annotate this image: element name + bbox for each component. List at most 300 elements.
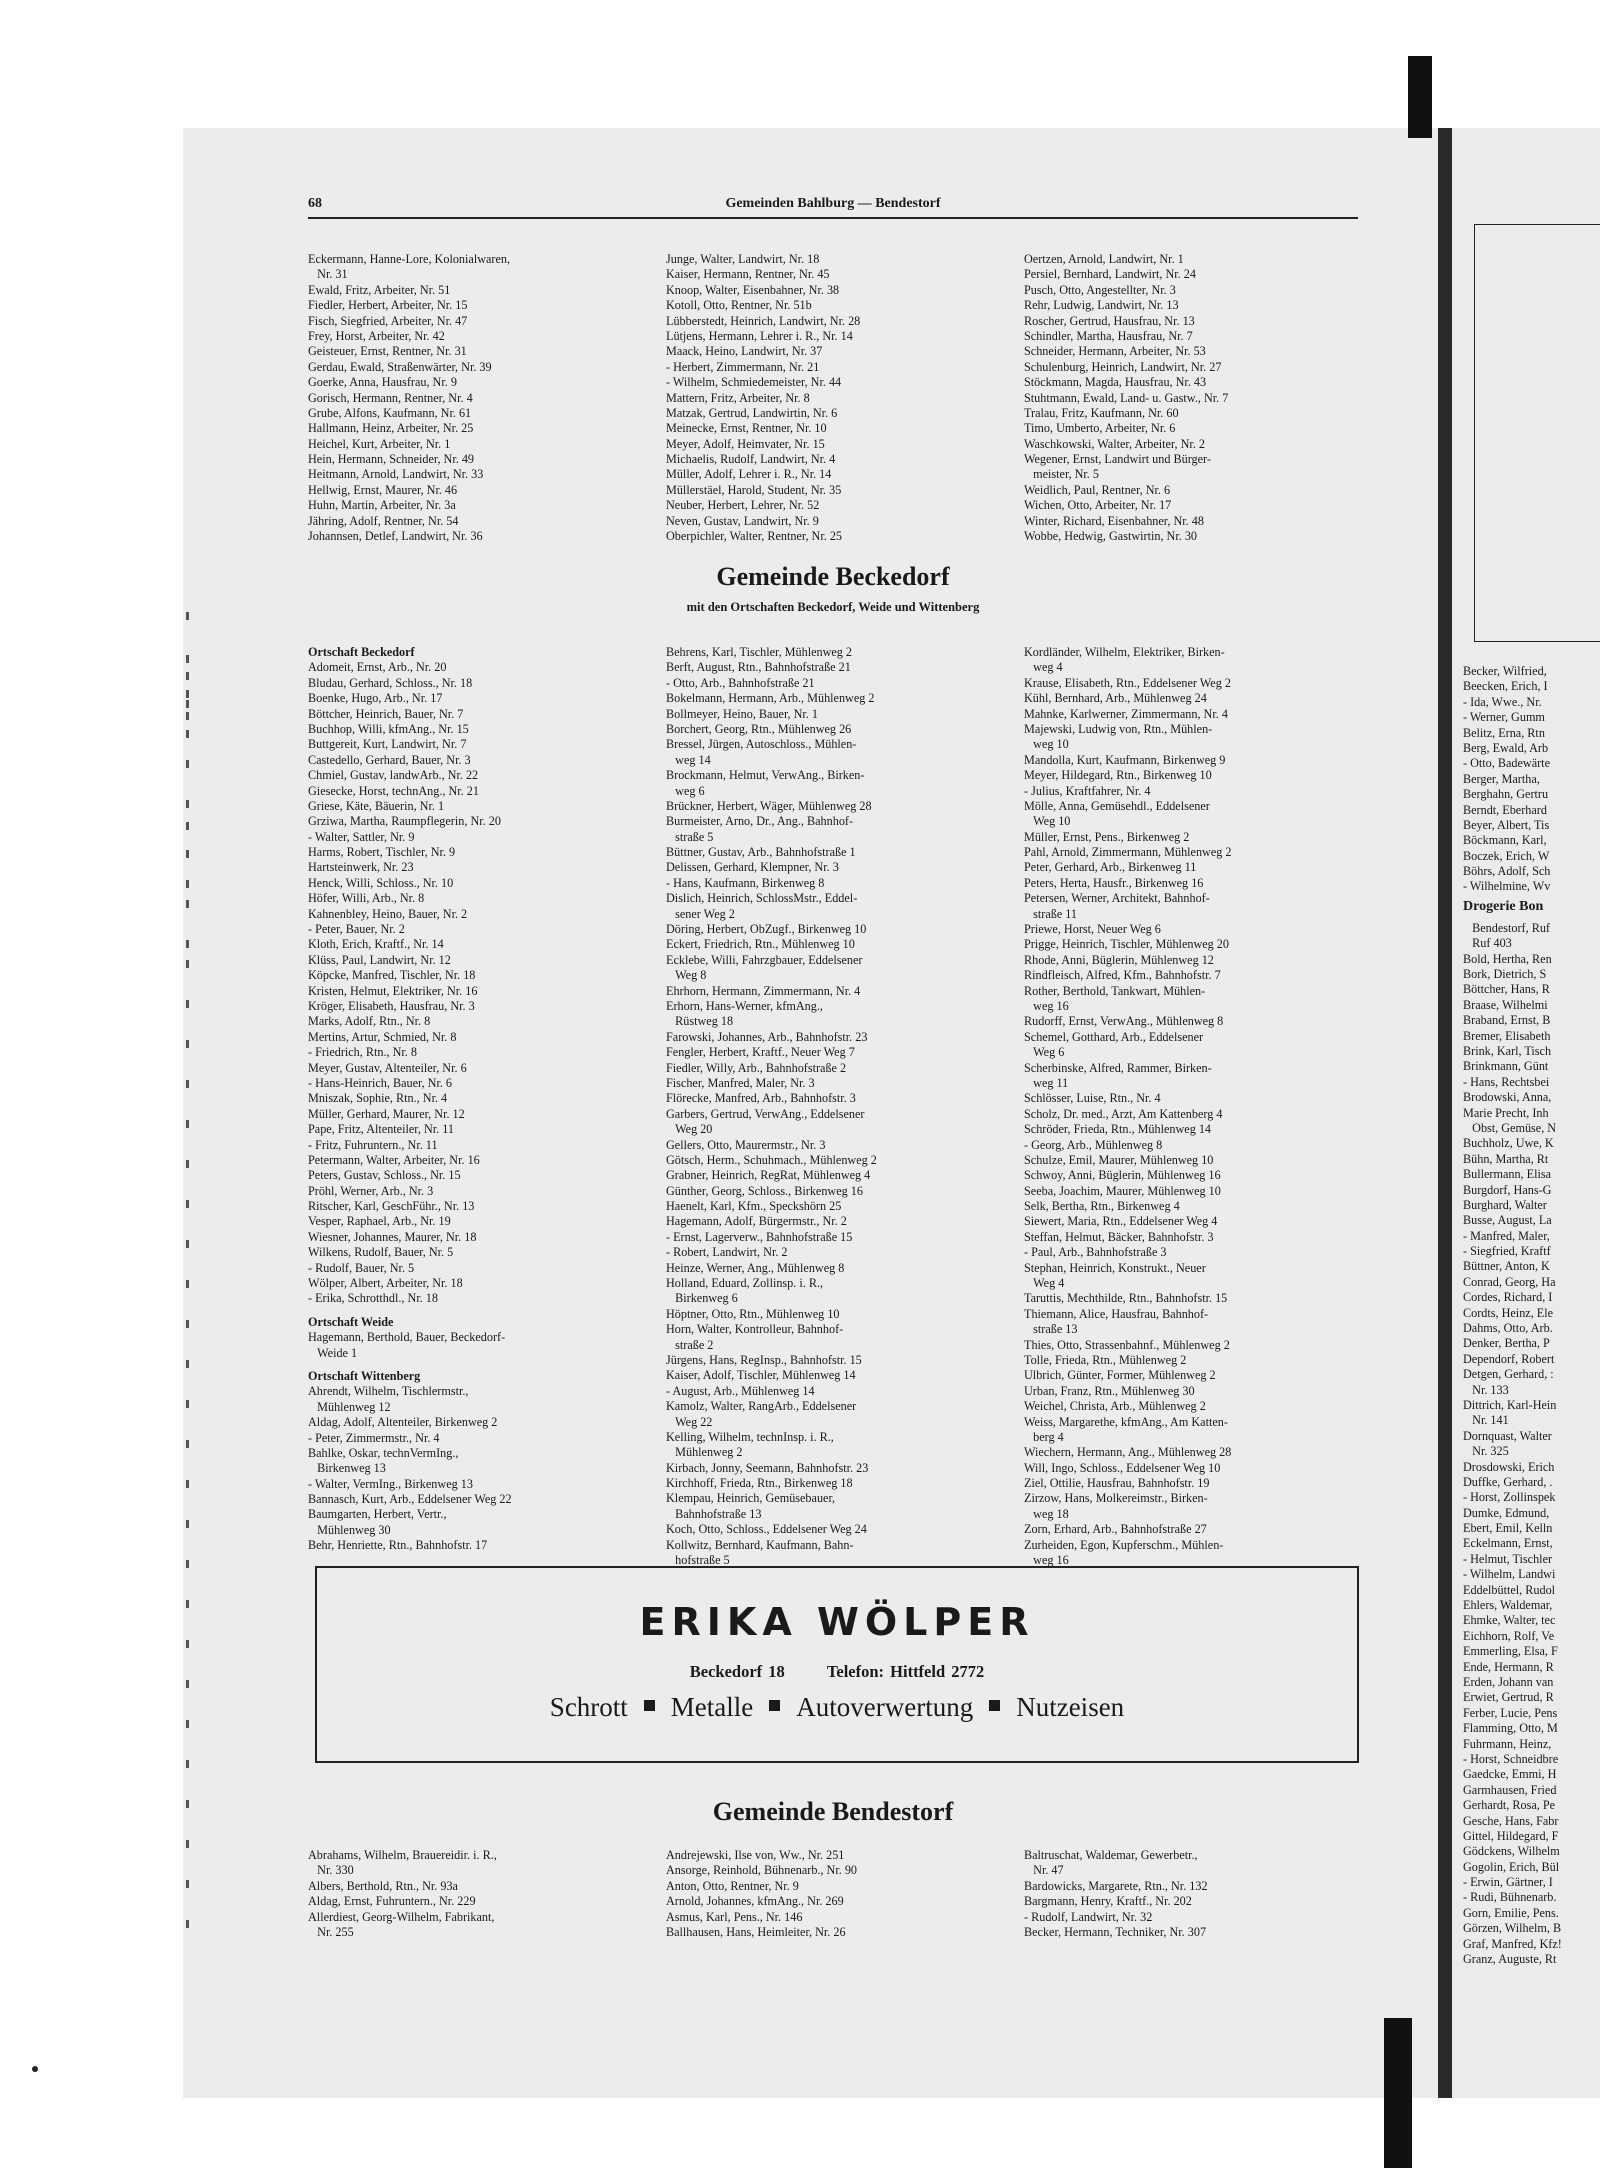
directory-entry: Kloth, Erich, Kraftf., Nr. 14 bbox=[308, 937, 444, 952]
binding-mark bbox=[186, 672, 189, 680]
directory-entry: Zorn, Erhard, Arb., Bahnhofstraße 27 bbox=[1024, 1522, 1207, 1537]
directory-entry: Urban, Franz, Rtn., Mühlenweg 30 bbox=[1024, 1383, 1195, 1398]
directory-entry: Marie Precht, Inh bbox=[1463, 1105, 1549, 1120]
directory-entry: Gittel, Hildegard, F bbox=[1463, 1828, 1559, 1843]
directory-entry: Brodowski, Anna, bbox=[1463, 1090, 1552, 1105]
directory-entry: Farowski, Johannes, Arb., Bahnhofstr. 23 bbox=[666, 1029, 868, 1044]
directory-entry: Pape, Fritz, Altenteiler, Nr. 11 bbox=[308, 1122, 454, 1137]
directory-entry: Pusch, Otto, Angestellter, Nr. 3 bbox=[1024, 282, 1176, 297]
directory-entry: Rhode, Anni, Büglerin, Mühlenweg 12 bbox=[1024, 952, 1214, 967]
directory-entry: Kollwitz, Bernhard, Kaufmann, Bahn- bbox=[666, 1537, 854, 1552]
directory-entry: Eichhorn, Rolf, Ve bbox=[1463, 1628, 1555, 1643]
directory-entry: Conrad, Georg, Ha bbox=[1463, 1274, 1556, 1289]
directory-entry: Gogolin, Erich, Bül bbox=[1463, 1859, 1560, 1874]
directory-entry: Koch, Otto, Schloss., Eddelsener Weg 24 bbox=[666, 1522, 867, 1537]
directory-entry: - Herbert, Zimmermann, Nr. 21 bbox=[666, 359, 820, 374]
directory-entry: meister, Nr. 5 bbox=[1024, 467, 1099, 482]
directory-entry: Burgdorf, Hans-G bbox=[1463, 1182, 1552, 1197]
directory-entry: - Hans, Kaufmann, Birkenweg 8 bbox=[666, 875, 825, 890]
directory-entry: - Manfred, Maler, bbox=[1463, 1228, 1550, 1243]
ad-goods-item: Nutzeisen bbox=[1016, 1692, 1125, 1722]
directory-entry: Frey, Horst, Arbeiter, Nr. 42 bbox=[308, 328, 445, 343]
directory-entry: straße 5 bbox=[666, 829, 714, 844]
binding-mark bbox=[186, 1080, 189, 1088]
directory-entry: Fiedler, Willy, Arb., Bahnhofstraße 2 bbox=[666, 1060, 847, 1075]
advertisement-box bbox=[315, 1566, 1359, 1763]
directory-entry: Michaelis, Rudolf, Landwirt, Nr. 4 bbox=[666, 452, 836, 467]
directory-entry: Waschkowski, Walter, Arbeiter, Nr. 2 bbox=[1024, 436, 1205, 451]
directory-entry: Burmeister, Arno, Dr., Ang., Bahnhof- bbox=[666, 814, 854, 829]
right-page-heading: Drogerie Bon bbox=[1463, 898, 1544, 914]
directory-entry: Ahrendt, Wilhelm, Tischlermstr., bbox=[308, 1384, 469, 1399]
directory-entry: Bendestorf, Ruf bbox=[1463, 920, 1550, 935]
directory-entry: Berg, Ewald, Arb bbox=[1463, 740, 1549, 755]
directory-entry: Taruttis, Mechthilde, Rtn., Bahnhofstr. 15 bbox=[1024, 1291, 1228, 1306]
directory-entry: Nr. 47 bbox=[1024, 1863, 1064, 1878]
directory-entry: Weg 4 bbox=[1024, 1276, 1065, 1291]
directory-entry: Brink, Karl, Tisch bbox=[1463, 1043, 1552, 1058]
directory-entry: Gorisch, Hermann, Rentner, Nr. 4 bbox=[308, 390, 473, 405]
directory-entry: Fiedler, Herbert, Arbeiter, Nr. 15 bbox=[308, 298, 468, 313]
directory-entry: Weichel, Christa, Arb., Mühlenweg 2 bbox=[1024, 1399, 1206, 1414]
directory-entry: Büttner, Gustav, Arb., Bahnhofstraße 1 bbox=[666, 845, 856, 860]
directory-entry: Thiemann, Alice, Hausfrau, Bahnhof- bbox=[1024, 1306, 1209, 1321]
directory-entry: - Erika, Schrotthdl., Nr. 18 bbox=[308, 1291, 438, 1306]
directory-entry: Seeba, Joachim, Maurer, Mühlenweg 10 bbox=[1024, 1183, 1221, 1198]
directory-entry: Cordts, Heinz, Ele bbox=[1463, 1305, 1554, 1320]
directory-entry: - Helmut, Tischler bbox=[1463, 1551, 1553, 1566]
directory-entry: Duffke, Gerhard, . bbox=[1463, 1474, 1553, 1489]
directory-entry: Fischer, Manfred, Maler, Nr. 3 bbox=[666, 1075, 815, 1090]
directory-entry: Bühn, Martha, Rt bbox=[1463, 1151, 1549, 1166]
directory-entry: Drosdowski, Erich bbox=[1463, 1459, 1555, 1474]
directory-entry: Dependorf, Robert bbox=[1463, 1351, 1555, 1366]
directory-entry: Ebert, Emil, Kelln bbox=[1463, 1521, 1553, 1536]
directory-entry: Stöckmann, Magda, Hausfrau, Nr. 43 bbox=[1024, 375, 1207, 390]
binding-mark bbox=[186, 1480, 189, 1488]
directory-entry: Burghard, Walter bbox=[1463, 1197, 1547, 1212]
directory-entry: Vesper, Raphael, Arb., Nr. 19 bbox=[308, 1214, 451, 1229]
binding-mark bbox=[186, 960, 189, 968]
directory-entry: Kröger, Elisabeth, Hausfrau, Nr. 3 bbox=[308, 998, 475, 1013]
directory-entry: Weg 10 bbox=[1024, 814, 1071, 829]
directory-entry: Böhrs, Adolf, Sch bbox=[1463, 864, 1551, 879]
directory-entry: Delissen, Gerhard, Klempner, Nr. 3 bbox=[666, 860, 839, 875]
directory-entry: Ziel, Ottilie, Hausfrau, Bahnhofstr. 19 bbox=[1024, 1476, 1210, 1491]
directory-entry: Hallmann, Heinz, Arbeiter, Nr. 25 bbox=[308, 421, 474, 436]
beckedorf-column-2 bbox=[666, 645, 1006, 1568]
directory-entry: Stuhtmann, Ewald, Land- u. Gastw., Nr. 7 bbox=[1024, 390, 1229, 405]
section-subheading: Ortschaft Weide bbox=[308, 1314, 394, 1329]
directory-entry: Neven, Gustav, Landwirt, Nr. 9 bbox=[666, 513, 819, 528]
spacer bbox=[308, 1361, 648, 1369]
directory-entry: Oberpichler, Walter, Rentner, Nr. 25 bbox=[666, 529, 843, 544]
directory-entry: Neuber, Herbert, Lehrer, Nr. 52 bbox=[666, 498, 820, 513]
directory-entry: Ritscher, Karl, GeschFühr., Nr. 13 bbox=[308, 1199, 475, 1214]
directory-entry: Hagemann, Berthold, Bauer, Beckedorf- bbox=[308, 1330, 506, 1345]
directory-entry: Scherbinske, Alfred, Rammer, Birken- bbox=[1024, 1060, 1212, 1075]
directory-entry: Rüstweg 18 bbox=[666, 1014, 734, 1029]
directory-entry: Mattern, Fritz, Arbeiter, Nr. 8 bbox=[666, 390, 810, 405]
ad-address: Beckedorf 18 bbox=[689, 1662, 785, 1681]
directory-entry: Dumke, Edmund, bbox=[1463, 1505, 1550, 1520]
directory-entry: Huhn, Martin, Arbeiter, Nr. 3a bbox=[308, 498, 456, 513]
bahlburg-column-2 bbox=[666, 252, 1006, 544]
directory-entry: Ewald, Fritz, Arbeiter, Nr. 51 bbox=[308, 282, 451, 297]
directory-entry: Zurheiden, Egon, Kupferschm., Mühlen- bbox=[1024, 1537, 1224, 1552]
ad-goods bbox=[317, 1692, 1357, 1723]
directory-entry: Marks, Adolf, Rtn., Nr. 8 bbox=[308, 1014, 431, 1029]
directory-entry: Gödckens, Wilhelm bbox=[1463, 1844, 1560, 1859]
directory-entry: - Otto, Arb., Bahnhofstraße 21 bbox=[666, 675, 815, 690]
directory-entry: Cordes, Richard, I bbox=[1463, 1290, 1553, 1305]
bahlburg-column-1 bbox=[308, 252, 648, 544]
directory-entry: Bargmann, Henry, Kraftf., Nr. 202 bbox=[1024, 1894, 1192, 1909]
directory-entry: Bahlke, Oskar, technVermIng., bbox=[308, 1445, 459, 1460]
directory-entry: Tolle, Frieda, Rtn., Mühlenweg 2 bbox=[1024, 1352, 1187, 1367]
ad-goods-item: Schrott bbox=[549, 1692, 628, 1722]
directory-entry: - Siegfried, Kraftf bbox=[1463, 1244, 1551, 1259]
binding-mark bbox=[186, 1360, 189, 1368]
directory-entry: Gerhardt, Rosa, Pe bbox=[1463, 1798, 1556, 1813]
binding-mark bbox=[186, 900, 189, 908]
directory-entry: Schneider, Hermann, Arbeiter, Nr. 53 bbox=[1024, 344, 1206, 359]
directory-entry: Matzak, Gertrud, Landwirtin, Nr. 6 bbox=[666, 405, 838, 420]
directory-entry: Mniszak, Sophie, Rtn., Nr. 4 bbox=[308, 1091, 448, 1106]
directory-entry: Roscher, Gertrud, Hausfrau, Nr. 13 bbox=[1024, 313, 1195, 328]
directory-entry: Allerdiest, Georg-Wilhelm, Fabrikant, bbox=[308, 1909, 495, 1924]
directory-entry: Castedello, Gerhard, Bauer, Nr. 3 bbox=[308, 752, 471, 767]
directory-entry: Eckermann, Hanne-Lore, Kolonialwaren, bbox=[308, 252, 511, 266]
binding-mark bbox=[186, 1320, 189, 1328]
directory-entry: - Ida, Wwe., Nr. bbox=[1463, 694, 1542, 709]
directory-entry: Garmhausen, Fried bbox=[1463, 1782, 1557, 1797]
directory-entry: berg 4 bbox=[1024, 1429, 1064, 1444]
directory-entry: Erwiet, Gertrud, R bbox=[1463, 1690, 1554, 1705]
directory-entry: Buttgereit, Kurt, Landwirt, Nr. 7 bbox=[308, 737, 467, 752]
directory-entry: Kordländer, Wilhelm, Elektriker, Birken- bbox=[1024, 645, 1225, 659]
running-header bbox=[308, 193, 1358, 219]
directory-entry: Schulenburg, Heinrich, Landwirt, Nr. 27 bbox=[1024, 359, 1222, 374]
directory-entry: Weide 1 bbox=[308, 1345, 358, 1360]
directory-entry: Wobbe, Hedwig, Gastwirtin, Nr. 30 bbox=[1024, 529, 1198, 544]
directory-entry: weg 4 bbox=[1024, 660, 1063, 675]
directory-entry: Eckelmann, Ernst, bbox=[1463, 1536, 1553, 1551]
directory-entry: Weidlich, Paul, Rentner, Nr. 6 bbox=[1024, 482, 1171, 497]
directory-entry: sener Weg 2 bbox=[666, 906, 735, 921]
binding-mark bbox=[186, 1560, 189, 1568]
directory-entry: Boczek, Erich, W bbox=[1463, 848, 1550, 863]
directory-entry: Selk, Bertha, Rtn., Birkenweg 4 bbox=[1024, 1199, 1180, 1214]
directory-entry: Gaedcke, Emmi, H bbox=[1463, 1767, 1557, 1782]
binding-mark bbox=[186, 712, 189, 720]
directory-entry: Ehmke, Walter, tec bbox=[1463, 1613, 1556, 1628]
directory-entry: Heinze, Werner, Ang., Mühlenweg 8 bbox=[666, 1260, 845, 1275]
directory-entry: Hartsteinwerk, Nr. 23 bbox=[308, 860, 414, 875]
directory-entry: Rehr, Ludwig, Landwirt, Nr. 13 bbox=[1024, 298, 1179, 313]
directory-entry: Abrahams, Wilhelm, Brauereidir. i. R., bbox=[308, 1848, 497, 1862]
directory-entry: Mandolla, Kurt, Kaufmann, Birkenweg 9 bbox=[1024, 752, 1226, 767]
directory-entry: - August, Arb., Mühlenweg 14 bbox=[666, 1383, 815, 1398]
header-title: Gemeinden Bahlburg — Bendestorf bbox=[725, 196, 941, 211]
square-bullet-icon bbox=[769, 1700, 780, 1711]
directory-entry: Köpcke, Manfred, Tischler, Nr. 18 bbox=[308, 968, 476, 983]
directory-entry: Birkenweg 13 bbox=[308, 1461, 386, 1476]
directory-entry: Wiechern, Hermann, Ang., Mühlenweg 28 bbox=[1024, 1445, 1232, 1460]
binding-mark bbox=[186, 1720, 189, 1728]
square-bullet-icon bbox=[644, 1700, 655, 1711]
directory-entry: Pröhl, Werner, Arb., Nr. 3 bbox=[308, 1183, 434, 1198]
directory-entry: Ehrhorn, Hermann, Zimmermann, Nr. 4 bbox=[666, 983, 861, 998]
directory-entry: Denker, Bertha, P bbox=[1463, 1336, 1550, 1351]
directory-entry: Höptner, Otto, Rtn., Mühlenweg 10 bbox=[666, 1306, 840, 1321]
directory-entry: Mertins, Artur, Schmied, Nr. 8 bbox=[308, 1029, 457, 1044]
directory-entry: Wilkens, Rudolf, Bauer, Nr. 5 bbox=[308, 1245, 454, 1260]
directory-entry: Heichel, Kurt, Arbeiter, Nr. 1 bbox=[308, 436, 451, 451]
directory-entry: Weg 6 bbox=[1024, 1045, 1065, 1060]
directory-entry: - Georg, Arb., Mühlenweg 8 bbox=[1024, 1137, 1163, 1152]
directory-entry: Weg 8 bbox=[666, 968, 707, 983]
directory-entry: Meyer, Hildegard, Rtn., Birkenweg 10 bbox=[1024, 768, 1212, 783]
ad-goods-item: Metalle bbox=[670, 1692, 754, 1722]
binding-mark bbox=[186, 800, 189, 808]
directory-entry: Jähring, Adolf, Rentner, Nr. 54 bbox=[308, 513, 459, 528]
directory-entry: Eddelbüttel, Rudol bbox=[1463, 1582, 1556, 1597]
directory-entry: Bollmeyer, Heino, Bauer, Nr. 1 bbox=[666, 706, 819, 721]
directory-entry: Höfer, Willi, Arb., Nr. 8 bbox=[308, 891, 425, 906]
directory-entry: Gerdau, Ewald, Straßenwärter, Nr. 39 bbox=[308, 359, 492, 374]
scan-speck bbox=[32, 2066, 38, 2072]
binding-mark bbox=[186, 1200, 189, 1208]
directory-entry: Adomeit, Ernst, Arb., Nr. 20 bbox=[308, 660, 447, 675]
ad-phone: Telefon: Hittfeld 2772 bbox=[826, 1662, 985, 1681]
directory-entry: Bold, Hertha, Ren bbox=[1463, 951, 1552, 966]
directory-entry: Becker, Wilfried, bbox=[1463, 664, 1547, 678]
directory-entry: - Walter, VermIng., Birkenweg 13 bbox=[308, 1476, 473, 1491]
directory-entry: straße 2 bbox=[666, 1337, 714, 1352]
directory-entry: Dornquast, Walter bbox=[1463, 1428, 1552, 1443]
bendestorf-title: Gemeinde Bendestorf bbox=[712, 1797, 954, 1826]
directory-entry: Ehlers, Waldemar, bbox=[1463, 1598, 1553, 1613]
directory-entry: Dittrich, Karl-Hein bbox=[1463, 1397, 1557, 1412]
binding-mark bbox=[186, 1240, 189, 1248]
directory-entry: Eckert, Friedrich, Rtn., Mühlenweg 10 bbox=[666, 937, 855, 952]
directory-entry: straße 13 bbox=[1024, 1322, 1078, 1337]
directory-entry: Busse, August, La bbox=[1463, 1213, 1552, 1228]
bendestorf-column-3 bbox=[1024, 1848, 1364, 1940]
directory-entry: - Rudolf, Landwirt, Nr. 32 bbox=[1024, 1909, 1153, 1924]
directory-entry: Gellers, Otto, Maurermstr., Nr. 3 bbox=[666, 1137, 826, 1152]
directory-entry: Schlösser, Luise, Rtn., Nr. 4 bbox=[1024, 1091, 1161, 1106]
directory-entry: Baltruschat, Waldemar, Gewerbetr., bbox=[1024, 1848, 1198, 1862]
directory-entry: Borchert, Georg, Rtn., Mühlenweg 26 bbox=[666, 721, 852, 736]
directory-entry: Baumgarten, Herbert, Vertr., bbox=[308, 1507, 447, 1522]
directory-entry: Stephan, Heinrich, Konstrukt., Neuer bbox=[1024, 1260, 1206, 1275]
directory-entry: Behrens, Karl, Tischler, Mühlenweg 2 bbox=[666, 645, 853, 659]
binding-mark bbox=[186, 1040, 189, 1048]
directory-entry: Wölper, Albert, Arbeiter, Nr. 18 bbox=[308, 1276, 463, 1291]
directory-entry: Oertzen, Arnold, Landwirt, Nr. 1 bbox=[1024, 252, 1184, 266]
directory-entry: Ende, Hermann, R bbox=[1463, 1659, 1554, 1674]
directory-entry: weg 16 bbox=[1024, 1553, 1069, 1568]
directory-entry: Garbers, Gertrud, VerwAng., Eddelsener bbox=[666, 1106, 865, 1121]
binding-mark bbox=[186, 730, 189, 738]
directory-entry: Berndt, Eberhard bbox=[1463, 802, 1547, 817]
directory-entry: Kristen, Helmut, Elektriker, Nr. 16 bbox=[308, 983, 478, 998]
directory-entry: Asmus, Karl, Pens., Nr. 146 bbox=[666, 1909, 803, 1924]
directory-entry: Kirbach, Jonny, Seemann, Bahnhofstr. 23 bbox=[666, 1460, 869, 1475]
bendestorf-column-2 bbox=[666, 1848, 1006, 1940]
directory-entry: Haenelt, Karl, Kfm., Speckshörn 25 bbox=[666, 1199, 842, 1214]
directory-entry: - Horst, Schneidbre bbox=[1463, 1751, 1559, 1766]
directory-entry: Holland, Eduard, Zollinsp. i. R., bbox=[666, 1276, 824, 1291]
directory-entry: Steffan, Helmut, Bäcker, Bahnhofstr. 3 bbox=[1024, 1229, 1214, 1244]
directory-entry: Persiel, Bernhard, Landwirt, Nr. 24 bbox=[1024, 267, 1196, 282]
directory-entry: Bannasch, Kurt, Arb., Eddelsener Weg 22 bbox=[308, 1492, 512, 1507]
binding-mark bbox=[186, 1880, 189, 1888]
scan-marker-top bbox=[1408, 56, 1432, 138]
directory-entry: Beecken, Erich, I bbox=[1463, 679, 1548, 694]
directory-entry: - Horst, Zollinspek bbox=[1463, 1490, 1556, 1505]
directory-entry: Lütjens, Hermann, Lehrer i. R., Nr. 14 bbox=[666, 328, 853, 343]
directory-entry: Schulze, Emil, Maurer, Mühlenweg 10 bbox=[1024, 1152, 1214, 1167]
directory-entry: Nr. 255 bbox=[308, 1924, 354, 1939]
directory-entry: Wichen, Otto, Arbeiter, Nr. 17 bbox=[1024, 498, 1172, 513]
directory-entry: Schröder, Frieda, Rtn., Mühlenweg 14 bbox=[1024, 1122, 1212, 1137]
directory-entry: Kotoll, Otto, Rentner, Nr. 51b bbox=[666, 298, 812, 313]
directory-entry: Belitz, Erna, Rtn bbox=[1463, 725, 1545, 740]
beckedorf-column-3 bbox=[1024, 645, 1364, 1568]
directory-entry: weg 6 bbox=[666, 783, 705, 798]
directory-entry: Grabner, Heinrich, RegRat, Mühlenweg 4 bbox=[666, 1168, 871, 1183]
directory-entry: Birkenweg 6 bbox=[666, 1291, 738, 1306]
directory-entry: Schindler, Martha, Hausfrau, Nr. 7 bbox=[1024, 328, 1193, 343]
directory-entry: - Friedrich, Rtn., Nr. 8 bbox=[308, 1045, 417, 1060]
directory-entry: Müller, Gerhard, Maurer, Nr. 12 bbox=[308, 1106, 465, 1121]
directory-entry: Klüss, Paul, Landwirt, Nr. 12 bbox=[308, 952, 451, 967]
directory-entry: Maack, Heino, Landwirt, Nr. 37 bbox=[666, 344, 823, 359]
directory-entry: weg 10 bbox=[1024, 737, 1069, 752]
directory-entry: hofstraße 5 bbox=[666, 1553, 730, 1568]
directory-entry: Kühl, Bernhard, Arb., Mühlenweg 24 bbox=[1024, 691, 1207, 706]
directory-entry: Giesecke, Horst, technAng., Nr. 21 bbox=[308, 783, 479, 798]
directory-entry: Horn, Walter, Kontrolleur, Bahnhof- bbox=[666, 1322, 844, 1337]
directory-entry: Ballhausen, Hans, Heimleiter, Nr. 26 bbox=[666, 1924, 846, 1939]
directory-entry: Hellwig, Ernst, Maurer, Nr. 46 bbox=[308, 482, 458, 497]
directory-entry: Braase, Wilhelmi bbox=[1463, 997, 1548, 1012]
directory-entry: Hagemann, Adolf, Bürgermstr., Nr. 2 bbox=[666, 1214, 847, 1229]
directory-entry: Gesche, Hans, Fabr bbox=[1463, 1813, 1559, 1828]
directory-entry: Brockmann, Helmut, VerwAng., Birken- bbox=[666, 768, 865, 783]
binding-mark bbox=[186, 1760, 189, 1768]
binding-mark bbox=[186, 1680, 189, 1688]
square-bullet-icon bbox=[989, 1700, 1000, 1711]
directory-entry: Peters, Gustav, Schloss., Nr. 15 bbox=[308, 1168, 461, 1183]
directory-entry: Nr. 141 bbox=[1463, 1413, 1509, 1428]
directory-entry: Bremer, Elisabeth bbox=[1463, 1028, 1551, 1043]
binding-mark bbox=[186, 940, 189, 948]
binding-mark bbox=[186, 612, 189, 620]
directory-entry: Nr. 133 bbox=[1463, 1382, 1509, 1397]
directory-entry: Bokelmann, Hermann, Arb., Mühlenweg 2 bbox=[666, 691, 875, 706]
binding-mark bbox=[186, 822, 189, 830]
directory-entry: weg 18 bbox=[1024, 1506, 1069, 1521]
directory-entry: Grube, Alfons, Kaufmann, Nr. 61 bbox=[308, 405, 472, 420]
beckedorf-column-1 bbox=[308, 645, 648, 1554]
directory-entry: Bork, Dietrich, S bbox=[1463, 967, 1547, 982]
directory-entry: - Fritz, Fuhruntern., Nr. 11 bbox=[308, 1137, 438, 1152]
directory-entry: Böttcher, Heinrich, Bauer, Nr. 7 bbox=[308, 706, 464, 721]
directory-entry: Bressel, Jürgen, Autoschloss., Mühlen- bbox=[666, 737, 857, 752]
binding-mark bbox=[186, 880, 189, 888]
directory-entry: Buchholz, Uwe, K bbox=[1463, 1136, 1554, 1151]
directory-entry: Geisteuer, Ernst, Rentner, Nr. 31 bbox=[308, 344, 467, 359]
directory-entry: Scholz, Dr. med., Arzt, Am Kattenberg 4 bbox=[1024, 1106, 1223, 1121]
directory-entry: Meyer, Adolf, Heimvater, Nr. 15 bbox=[666, 436, 825, 451]
directory-entry: Fengler, Herbert, Kraftf., Neuer Weg 7 bbox=[666, 1045, 855, 1060]
directory-entry: straße 11 bbox=[1024, 906, 1078, 921]
directory-entry: Mühlenweg 2 bbox=[666, 1445, 743, 1460]
directory-entry: Erhorn, Hans-Werner, kfmAng., bbox=[666, 998, 823, 1013]
directory-entry: Braband, Ernst, B bbox=[1463, 1013, 1551, 1028]
directory-entry: Buchhop, Willi, kfmAng., Nr. 15 bbox=[308, 721, 469, 736]
binding-mark bbox=[186, 1000, 189, 1008]
binding-mark bbox=[186, 1840, 189, 1848]
page-number: 68 bbox=[308, 196, 322, 211]
directory-entry: Granz, Auguste, Rt bbox=[1463, 1952, 1557, 1967]
directory-entry: Flörecke, Manfred, Arb., Bahnhofstr. 3 bbox=[666, 1091, 856, 1106]
directory-entry: Harms, Robert, Tischler, Nr. 9 bbox=[308, 845, 456, 860]
directory-entry: Graf, Manfred, Kfz! bbox=[1463, 1936, 1562, 1951]
directory-entry: Majewski, Ludwig von, Rtn., Mühlen- bbox=[1024, 721, 1213, 736]
directory-entry: Ruf 403 bbox=[1463, 936, 1512, 951]
directory-entry: Fisch, Siegfried, Arbeiter, Nr. 47 bbox=[308, 313, 468, 328]
directory-entry: Knoop, Walter, Eisenbahner, Nr. 38 bbox=[666, 282, 840, 297]
directory-entry: Erden, Johann van bbox=[1463, 1675, 1554, 1689]
directory-entry: Ulbrich, Günter, Former, Mühlenweg 2 bbox=[1024, 1368, 1216, 1383]
directory-entry: Beyer, Albert, Tis bbox=[1463, 817, 1550, 832]
directory-entry: Detgen, Gerhard, : bbox=[1463, 1367, 1554, 1382]
bahlburg-column-3 bbox=[1024, 252, 1364, 544]
directory-entry: Jürgens, Hans, RegInsp., Bahnhofstr. 15 bbox=[666, 1352, 862, 1367]
directory-entry: Brückner, Herbert, Wäger, Mühlenweg 28 bbox=[666, 798, 872, 813]
directory-entry: Henck, Willi, Schloss., Nr. 10 bbox=[308, 875, 454, 890]
directory-entry: Berger, Martha, bbox=[1463, 771, 1540, 786]
directory-entry: Bahnhofstraße 13 bbox=[666, 1506, 762, 1521]
directory-entry: - Otto, Badewärte bbox=[1463, 756, 1550, 771]
directory-entry: Günther, Georg, Schloss., Birkenweg 16 bbox=[666, 1183, 863, 1198]
binding-mark bbox=[186, 850, 189, 858]
beckedorf-subtitle: mit den Ortschaften Beckedorf, Weide und Wittenberg bbox=[686, 600, 980, 614]
directory-entry: Schemel, Gotthard, Arb., Eddelsener bbox=[1024, 1029, 1204, 1044]
directory-entry: Thies, Otto, Strassenbahnf., Mühlenweg 2 bbox=[1024, 1337, 1230, 1352]
directory-entry: - Peter, Zimmermstr., Nr. 4 bbox=[308, 1430, 440, 1445]
directory-entry: Emmerling, Elsa, F bbox=[1463, 1644, 1558, 1659]
directory-entry: Mühlenweg 12 bbox=[308, 1399, 391, 1414]
directory-entry: Siewert, Maria, Rtn., Eddelsener Weg 4 bbox=[1024, 1214, 1218, 1229]
directory-entry: Schwoy, Anni, Büglerin, Mühlenweg 16 bbox=[1024, 1168, 1221, 1183]
directory-entry: Grziwa, Martha, Raumpflegerin, Nr. 20 bbox=[308, 814, 501, 829]
directory-entry: Mahnke, Karlwerner, Zimmermann, Nr. 4 bbox=[1024, 706, 1228, 721]
directory-entry: - Hans, Rechtsbei bbox=[1463, 1074, 1550, 1089]
directory-entry: Obst, Gemüse, N bbox=[1463, 1120, 1557, 1135]
binding-mark bbox=[186, 690, 189, 698]
directory-entry: Kamolz, Walter, RangArb., Eddelsener bbox=[666, 1399, 857, 1414]
directory-entry: Mühlenweg 30 bbox=[308, 1522, 391, 1537]
directory-entry: - Walter, Sattler, Nr. 9 bbox=[308, 829, 415, 844]
directory-entry: Kaiser, Adolf, Tischler, Mühlenweg 14 bbox=[666, 1368, 856, 1383]
section-subheading: Ortschaft Beckedorf bbox=[308, 645, 415, 659]
